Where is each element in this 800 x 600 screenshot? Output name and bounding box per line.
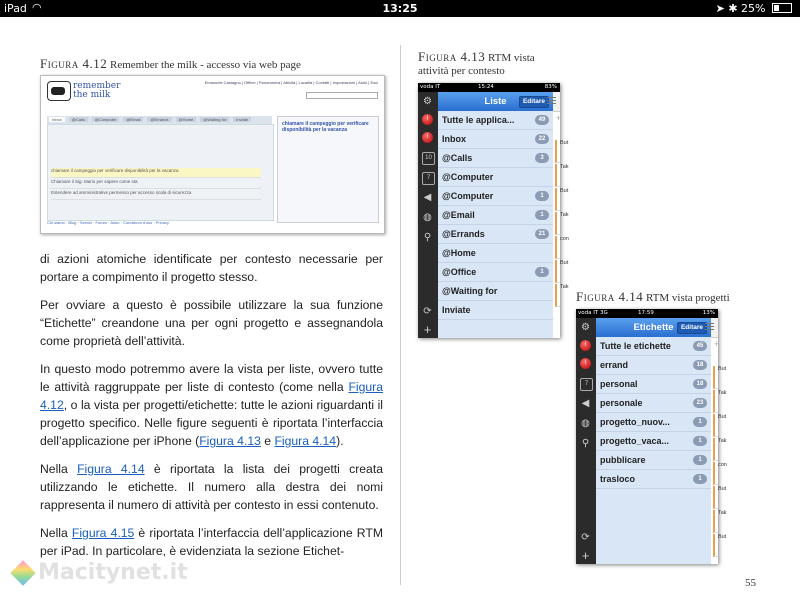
overdue-icon[interactable]: ! xyxy=(580,340,591,351)
figure-label: Figura 4.13 xyxy=(418,49,486,64)
task-pane-bar xyxy=(711,318,718,338)
list-item[interactable] xyxy=(438,111,553,130)
link-figura-4-14[interactable]: Figura 4.14 xyxy=(77,462,145,476)
gear-icon[interactable]: ⚙ xyxy=(581,322,590,333)
count-badge: 1 xyxy=(693,455,707,465)
count-badge: 3 xyxy=(535,153,549,163)
add-task-icon[interactable]: + xyxy=(556,113,562,123)
link-figura-4-12[interactable]: Figura 4.12 xyxy=(40,380,383,412)
phone-header xyxy=(596,318,711,337)
list-item[interactable] xyxy=(438,282,553,301)
phone-time: 15:24 xyxy=(478,84,494,90)
count-badge: 1 xyxy=(535,267,549,277)
ios-status-bar xyxy=(0,0,800,17)
task-row[interactable]: Tak xyxy=(555,284,560,307)
task-row[interactable]: Tak xyxy=(713,390,718,413)
task-row[interactable]: Tak xyxy=(713,510,718,533)
search-icon[interactable]: ⚲ xyxy=(423,232,432,243)
count-badge: 1 xyxy=(535,210,549,220)
phone-status-bar xyxy=(576,309,718,318)
phone-battery: 83% xyxy=(544,84,557,90)
list-item[interactable] xyxy=(438,225,553,244)
bluetooth-icon: ✱ xyxy=(728,2,738,15)
link-figura-4-14[interactable]: Figura 4.14 xyxy=(274,434,337,448)
sync-icon[interactable]: ⟳ xyxy=(581,532,590,543)
text-run: Nella xyxy=(40,462,78,476)
web-tab: @Computer xyxy=(92,117,120,122)
list-item[interactable] xyxy=(596,432,711,451)
phone-icon-column xyxy=(418,92,438,338)
web-task-row: chiamare il campeggio per verificare disponibilità per la vacanza xyxy=(51,168,261,178)
list-item[interactable] xyxy=(596,356,711,375)
count-badge: 1 xyxy=(535,191,549,201)
task-row[interactable]: con xyxy=(555,236,560,259)
count-badge: 18 xyxy=(693,360,707,370)
list-item[interactable] xyxy=(438,149,553,168)
list-item[interactable] xyxy=(596,375,711,394)
web-task-detail xyxy=(277,116,379,223)
web-tab: @Home xyxy=(176,117,197,122)
phone-time: 17:59 xyxy=(638,310,654,316)
list-item[interactable] xyxy=(438,187,553,206)
count-badge: 23 xyxy=(693,398,707,408)
count-badge: 49 xyxy=(535,115,549,125)
device-label: iPad xyxy=(4,2,27,15)
list-item-label: progetto_nuov... xyxy=(600,417,670,427)
web-search-input xyxy=(306,92,378,99)
web-tab: Inviate xyxy=(233,117,251,122)
calendar-week-icon[interactable]: 7 xyxy=(422,172,435,185)
figure-caption-4-12 xyxy=(40,57,301,72)
list-item[interactable] xyxy=(596,470,711,489)
add-task-icon[interactable]: + xyxy=(714,339,720,349)
phone-task-pane xyxy=(711,318,727,564)
add-icon[interactable]: + xyxy=(423,322,432,337)
list-item[interactable] xyxy=(438,206,553,225)
wifi-icon: ◠ xyxy=(32,1,42,14)
battery-percent: 25% xyxy=(741,2,766,15)
iphone-tags-screenshot xyxy=(576,309,727,564)
web-tab: @Errands xyxy=(147,117,171,122)
web-tab: @Calls xyxy=(69,117,88,122)
task-row[interactable]: Tak xyxy=(555,212,560,235)
phone-carrier: voda IT xyxy=(420,84,441,90)
rtm-logo-text xyxy=(73,82,120,100)
text-run: e xyxy=(260,434,275,448)
list-item[interactable] xyxy=(596,394,711,413)
add-icon[interactable]: + xyxy=(581,548,590,563)
list-item[interactable] xyxy=(438,168,553,187)
web-top-links: Emanuele Castagno | Offline | Panoramica | Attività | Località | Contatti | Impostazioni | Aiuto | Esci xyxy=(204,80,378,85)
overdue-icon[interactable]: ! xyxy=(422,114,433,125)
paragraph xyxy=(40,460,383,514)
rtm-cow-logo-icon xyxy=(47,81,71,101)
phone-carrier: voda IT 3G xyxy=(578,310,608,316)
figure-caption-4-14 xyxy=(576,290,730,305)
globe-icon[interactable]: ◍ xyxy=(423,212,432,223)
task-row[interactable]: Tak xyxy=(555,164,560,187)
tag-icon[interactable]: ◀ xyxy=(581,398,590,409)
list-item[interactable] xyxy=(438,244,553,263)
text-run: Nella xyxy=(40,526,72,540)
web-tab: Inbox xyxy=(49,117,65,122)
web-task-detail-title: chiamare il campeggio per verificare disponibilità per la vacanza xyxy=(282,121,369,133)
list-item-label: personal xyxy=(600,379,638,389)
paragraph: di azioni atomiche identificate per contesto necessarie per portare a compimento il progetto stesso. xyxy=(40,252,383,284)
battery-icon xyxy=(772,3,792,13)
phone-title: Etichette xyxy=(633,322,674,333)
phone-battery: 13% xyxy=(702,310,715,316)
tag-icon[interactable]: ◀ xyxy=(423,192,432,203)
menu-icon[interactable] xyxy=(547,97,556,98)
edit-button[interactable]: Editare xyxy=(677,322,707,334)
body-text xyxy=(40,250,383,570)
list-item[interactable] xyxy=(438,263,553,282)
list-item-label: personale xyxy=(600,398,643,408)
text-run: è riportata l’interfaccia dell’applicazione RTM per iPad. In particolare, è evidenziata la sezione Etichet- xyxy=(40,526,383,558)
globe-icon[interactable]: ◍ xyxy=(581,418,590,429)
list-item-label: progetto_vaca... xyxy=(600,436,670,446)
phone-list xyxy=(438,111,553,338)
location-icon: ➤ xyxy=(715,2,725,15)
web-tab: @Email xyxy=(123,117,143,122)
calendar-week-icon[interactable]: 7 xyxy=(580,378,593,391)
phone-status-bar xyxy=(418,83,560,92)
task-row[interactable]: con xyxy=(713,462,718,485)
count-badge: 45 xyxy=(693,341,707,351)
web-task-row: Estendere ad amministrative permesso per accesso scala di sicurezza xyxy=(51,190,261,200)
list-item-label: @Home xyxy=(442,248,476,258)
sync-icon[interactable]: ⟳ xyxy=(423,306,432,317)
logo-line-1: remember xyxy=(73,81,121,91)
list-item-label: Inbox xyxy=(442,134,466,144)
figure-caption-text: RTM vista progetti xyxy=(645,292,730,304)
list-item-label: Tutte le applica... xyxy=(442,115,515,125)
task-row[interactable]: Tak xyxy=(713,438,718,461)
figure-caption-text: attività per contesto xyxy=(418,65,505,77)
figure-caption-4-13 xyxy=(418,50,535,78)
text-run: ). xyxy=(336,434,344,448)
count-badge: 1 xyxy=(693,474,707,484)
web-tabs xyxy=(47,116,272,124)
text-run: , o la vista per progetti/etichette: tutte le azioni riguardanti il progetto specifico. Nelle figure seguenti è riportata l’interfaccia dell’applicazione per iPhone ( xyxy=(40,398,383,448)
task-row[interactable]: But xyxy=(555,140,560,163)
rtm-web-screenshot xyxy=(40,75,385,234)
task-row[interactable]: But xyxy=(713,486,718,509)
list-item-label: @Errands xyxy=(442,229,485,239)
paragraph xyxy=(40,524,383,560)
watermark-text: Macitynet.it xyxy=(38,560,188,585)
list-item[interactable] xyxy=(438,301,553,320)
task-row[interactable]: But xyxy=(713,534,718,557)
task-pane-bar xyxy=(553,92,560,112)
paragraph xyxy=(40,360,383,450)
gear-icon[interactable]: ⚙ xyxy=(423,96,432,107)
today-icon[interactable]: ! xyxy=(580,358,591,369)
web-task-row: Chiamare il Sig. Mario per sapere come sta xyxy=(51,179,261,189)
macitynet-logo-icon xyxy=(10,560,35,585)
task-row[interactable]: But xyxy=(713,366,718,389)
list-item-label: pubblicare xyxy=(600,455,646,465)
page-number: 55 xyxy=(745,577,756,589)
list-item-label: @Calls xyxy=(442,153,473,163)
link-figura-4-13[interactable]: Figura 4.13 xyxy=(199,434,261,448)
figure-label: Figura 4.14 xyxy=(576,289,644,304)
count-badge: 1 xyxy=(693,417,707,427)
figure-label: Figura 4.12 xyxy=(40,56,108,71)
phone-header xyxy=(438,92,553,111)
list-item-label: @Computer xyxy=(442,191,494,201)
count-badge: 22 xyxy=(535,134,549,144)
list-item-label: @Email xyxy=(442,210,475,220)
web-footer-links: Chi siamo · Blog · Servizi · Forum · Aiuto · Condizioni d'uso · Privacy xyxy=(47,220,169,225)
task-row[interactable]: But xyxy=(555,260,560,283)
link-figura-4-15[interactable]: Figura 4.15 xyxy=(71,526,135,540)
list-item-label: errand xyxy=(600,360,629,370)
battery-status xyxy=(716,2,792,15)
status-time: 13:25 xyxy=(382,2,418,15)
calendar-icon[interactable]: 10 xyxy=(422,152,435,165)
watermark xyxy=(14,560,188,585)
list-item-label: @Computer xyxy=(442,172,494,182)
count-badge: 21 xyxy=(535,229,549,239)
today-icon[interactable]: ! xyxy=(422,132,433,143)
list-item[interactable] xyxy=(596,413,711,432)
text-run: è riportata la lista dei progetti creata utilizzando le etichette. Il numero alla destra dei nomi rappresenta il numero di attività per contesto in essi contenuto. xyxy=(40,462,383,512)
text-run: In questo modo potremmo avere la vista per liste, ovvero tutte le attività raggruppate per liste di contesto (come nella xyxy=(40,362,383,394)
list-item-label: trasloco xyxy=(600,474,636,484)
web-tab: @Waiting for xyxy=(200,117,229,122)
logo-line-2: the milk xyxy=(73,90,111,100)
column-divider xyxy=(400,45,401,585)
count-badge: 1 xyxy=(693,436,707,446)
list-item[interactable] xyxy=(596,451,711,470)
list-item-label: @Waiting for xyxy=(442,286,498,296)
list-item-label: Inviate xyxy=(442,305,471,315)
figure-caption-text: Remember the milk - accesso via web page xyxy=(109,59,301,71)
list-item-label: @Office xyxy=(442,267,477,277)
battery-fill xyxy=(774,5,779,11)
count-badge: 18 xyxy=(693,379,707,389)
task-row[interactable]: But xyxy=(555,188,560,211)
iphone-lists-screenshot xyxy=(418,83,569,338)
phone-icon-column xyxy=(576,318,596,564)
search-icon[interactable]: ⚲ xyxy=(581,438,590,449)
figure-caption-text: RTM vista xyxy=(487,52,535,64)
menu-icon[interactable] xyxy=(705,323,714,324)
list-item[interactable] xyxy=(596,337,711,356)
phone-title: Liste xyxy=(484,96,507,107)
list-item-label: Tutte le etichette xyxy=(600,341,671,351)
paragraph: Per ovviare a questo è possibile utilizzare la sua funzione “Etichette” creandone una per ogni progetto e assegnandola come proprietà dell’attività. xyxy=(40,298,383,348)
edit-button[interactable]: Editare xyxy=(519,96,549,108)
task-row[interactable]: But xyxy=(713,414,718,437)
phone-task-pane xyxy=(553,92,569,338)
list-item[interactable] xyxy=(438,130,553,149)
phone-list xyxy=(596,337,711,564)
